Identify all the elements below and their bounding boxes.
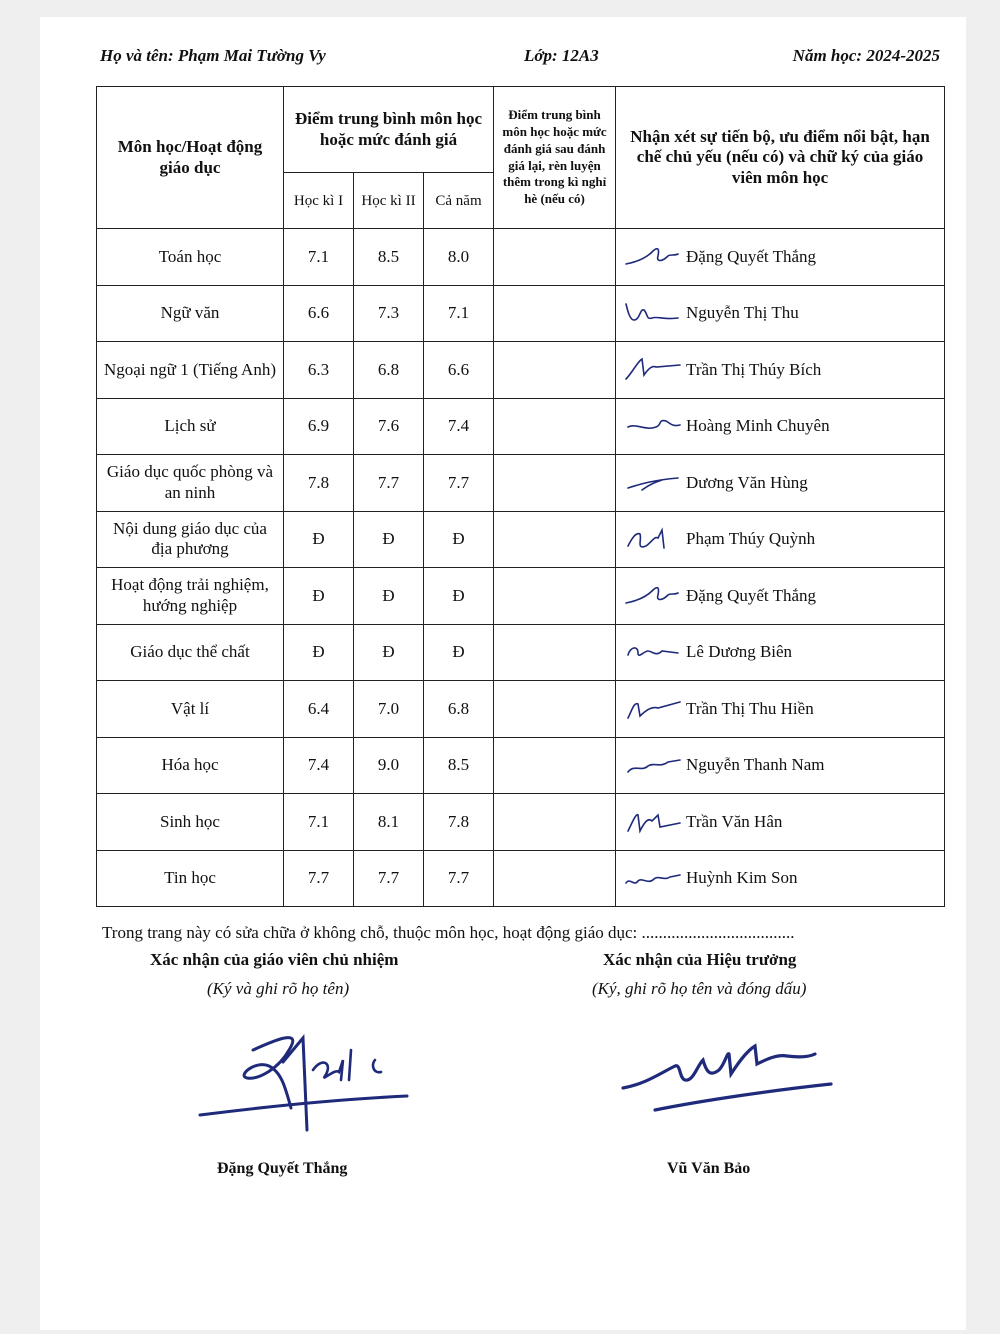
teacher-signature-icon bbox=[620, 524, 686, 554]
retest-column-header: Điểm trung bình môn học hoặc mức đánh giá sau đánh giá lại, rèn luyện thêm trong kì nghỉ hè (nếu có) bbox=[494, 87, 616, 229]
retest-score bbox=[494, 794, 616, 851]
table-row bbox=[97, 568, 945, 625]
full-year-score: 7.4 bbox=[424, 398, 494, 455]
semester-2-score: 7.7 bbox=[354, 850, 424, 907]
semester-1-header: Học kì I bbox=[284, 173, 354, 229]
subject-cell: Ngoại ngữ 1 (Tiếng Anh) bbox=[97, 342, 284, 399]
full-year-score: 8.5 bbox=[424, 737, 494, 794]
semester-2-score: Đ bbox=[354, 568, 424, 625]
retest-score bbox=[494, 681, 616, 738]
semester-1-score: 6.3 bbox=[284, 342, 354, 399]
semester-2-score: 8.5 bbox=[354, 229, 424, 286]
semester-2-score: Đ bbox=[354, 511, 424, 568]
comment-column-header: Nhận xét sự tiến bộ, ưu điểm nổi bật, hạn chế chủ yếu (nếu có) và chữ ký của giáo viên môn học bbox=[616, 87, 945, 229]
semester-2-score: 7.0 bbox=[354, 681, 424, 738]
table-row bbox=[97, 398, 945, 455]
full-year-score: 7.8 bbox=[424, 794, 494, 851]
semester-1-score: Đ bbox=[284, 568, 354, 625]
semester-1-score: 6.9 bbox=[284, 398, 354, 455]
teacher-name: Phạm Thúy Quỳnh bbox=[686, 529, 816, 549]
teacher-signature-cell bbox=[616, 398, 945, 455]
subject-cell: Nội dung giáo dục của địa phương bbox=[97, 511, 284, 568]
teacher-signature-cell bbox=[616, 568, 945, 625]
teacher-signature-cell bbox=[616, 794, 945, 851]
semester-1-score: Đ bbox=[284, 511, 354, 568]
semester-2-score: Đ bbox=[354, 624, 424, 681]
principal-confirm-title: Xác nhận của Hiệu trưởng bbox=[603, 950, 797, 969]
teacher-signature-icon bbox=[620, 298, 686, 328]
full-year-score: Đ bbox=[424, 511, 494, 568]
correction-note: Trong trang này có sửa chữa ở không chỗ, thuộc môn học, hoạt động giáo dục: .................................... bbox=[102, 923, 795, 942]
teacher-signature-cell bbox=[616, 285, 945, 342]
full-year-score: Đ bbox=[424, 624, 494, 681]
retest-score bbox=[494, 285, 616, 342]
school-year-label: Năm học: 2024-2025 bbox=[792, 46, 940, 65]
teacher-signature-cell bbox=[616, 455, 945, 512]
teacher-signature-icon bbox=[620, 694, 686, 724]
teacher-signature-icon bbox=[620, 468, 686, 498]
teacher-name: Huỳnh Kim Son bbox=[686, 868, 798, 888]
principal-signature-icon bbox=[615, 1030, 845, 1120]
teacher-name: Hoàng Minh Chuyên bbox=[686, 416, 830, 436]
teacher-signature-cell bbox=[616, 624, 945, 681]
full-year-score: 7.1 bbox=[424, 285, 494, 342]
semester-1-score: 6.4 bbox=[284, 681, 354, 738]
subject-cell: Toán học bbox=[97, 229, 284, 286]
teacher-name: Lê Dương Biên bbox=[686, 642, 793, 662]
subject-cell: Giáo dục quốc phòng và an ninh bbox=[97, 455, 284, 512]
subject-cell: Lịch sử bbox=[97, 398, 284, 455]
retest-score bbox=[494, 342, 616, 399]
homeroom-confirm-title: Xác nhận của giáo viên chủ nhiệm bbox=[150, 950, 399, 969]
student-name: Họ và tên: Phạm Mai Tường Vy bbox=[100, 46, 326, 65]
teacher-signature-icon bbox=[620, 807, 686, 837]
teacher-signature-cell bbox=[616, 737, 945, 794]
subject-cell: Tin học bbox=[97, 850, 284, 907]
teacher-signature-icon bbox=[620, 242, 686, 272]
table-row bbox=[97, 285, 945, 342]
grades-table-body bbox=[97, 229, 945, 907]
full-year-score: 6.8 bbox=[424, 681, 494, 738]
principal-confirm-subtitle: (Ký, ghi rõ họ tên và đóng dấu) bbox=[592, 979, 807, 998]
table-row bbox=[97, 455, 945, 512]
subject-cell: Sinh học bbox=[97, 794, 284, 851]
homeroom-teacher-name: Đặng Quyết Thắng bbox=[217, 1160, 348, 1177]
semester-2-score: 7.3 bbox=[354, 285, 424, 342]
table-row bbox=[97, 794, 945, 851]
subject-cell: Hóa học bbox=[97, 737, 284, 794]
semester-2-header: Học kì II bbox=[354, 173, 424, 229]
teacher-signature-icon bbox=[620, 750, 686, 780]
subject-cell: Giáo dục thể chất bbox=[97, 624, 284, 681]
teacher-signature-cell bbox=[616, 229, 945, 286]
subject-cell: Hoạt động trải nghiệm, hướng nghiệp bbox=[97, 568, 284, 625]
grades-table bbox=[96, 86, 945, 907]
teacher-signature-cell bbox=[616, 681, 945, 738]
retest-score bbox=[494, 455, 616, 512]
teacher-signature-cell bbox=[616, 511, 945, 568]
table-row bbox=[97, 229, 945, 286]
class-label: Lớp: 12A3 bbox=[524, 46, 599, 65]
table-row bbox=[97, 850, 945, 907]
semester-1-score: 7.1 bbox=[284, 794, 354, 851]
full-year-score: 6.6 bbox=[424, 342, 494, 399]
student-info-header bbox=[100, 46, 940, 70]
teacher-signature-cell bbox=[616, 850, 945, 907]
teacher-name: Trần Thị Thúy Bích bbox=[686, 359, 822, 379]
teacher-name: Đặng Quyết Thắng bbox=[686, 246, 817, 266]
table-row bbox=[97, 737, 945, 794]
retest-score bbox=[494, 398, 616, 455]
teacher-name: Dương Văn Hùng bbox=[686, 472, 808, 492]
retest-score bbox=[494, 850, 616, 907]
semester-1-score: 6.6 bbox=[284, 285, 354, 342]
semester-1-score: 7.8 bbox=[284, 455, 354, 512]
subject-cell: Vật lí bbox=[97, 681, 284, 738]
retest-score bbox=[494, 737, 616, 794]
homeroom-signature-icon bbox=[195, 1020, 415, 1140]
teacher-signature-icon bbox=[620, 581, 686, 611]
full-year-score: 7.7 bbox=[424, 455, 494, 512]
full-year-score: 8.0 bbox=[424, 229, 494, 286]
semester-1-score: Đ bbox=[284, 624, 354, 681]
teacher-name: Trần Thị Thu Hiền bbox=[686, 698, 814, 718]
table-row bbox=[97, 511, 945, 568]
semester-1-score: 7.4 bbox=[284, 737, 354, 794]
teacher-signature-icon bbox=[620, 355, 686, 385]
semester-2-score: 7.7 bbox=[354, 455, 424, 512]
teacher-name: Trần Văn Hân bbox=[686, 811, 783, 831]
full-year-header: Cả năm bbox=[424, 173, 494, 229]
average-column-header: Điểm trung bình môn học hoặc mức đánh giá bbox=[284, 87, 494, 173]
semester-2-score: 6.8 bbox=[354, 342, 424, 399]
table-header-row bbox=[97, 87, 945, 173]
table-row bbox=[97, 681, 945, 738]
semester-2-score: 9.0 bbox=[354, 737, 424, 794]
retest-score bbox=[494, 624, 616, 681]
teacher-name: Nguyễn Thị Thu bbox=[686, 303, 799, 323]
retest-score bbox=[494, 568, 616, 625]
teacher-name: Đặng Quyết Thắng bbox=[686, 585, 817, 605]
teacher-signature-icon bbox=[620, 411, 686, 441]
retest-score bbox=[494, 229, 616, 286]
full-year-score: 7.7 bbox=[424, 850, 494, 907]
subject-cell: Ngữ văn bbox=[97, 285, 284, 342]
principal-name: Vũ Văn Bảo bbox=[667, 1160, 751, 1177]
semester-2-score: 8.1 bbox=[354, 794, 424, 851]
teacher-signature-icon bbox=[620, 637, 686, 667]
table-row bbox=[97, 342, 945, 399]
full-year-score: Đ bbox=[424, 568, 494, 625]
table-row bbox=[97, 624, 945, 681]
homeroom-confirm-subtitle: (Ký và ghi rõ họ tên) bbox=[207, 979, 350, 998]
semester-1-score: 7.7 bbox=[284, 850, 354, 907]
teacher-signature-cell bbox=[616, 342, 945, 399]
teacher-signature-icon bbox=[620, 863, 686, 893]
semester-1-score: 7.1 bbox=[284, 229, 354, 286]
teacher-name: Nguyễn Thanh Nam bbox=[686, 755, 825, 775]
semester-2-score: 7.6 bbox=[354, 398, 424, 455]
retest-score bbox=[494, 511, 616, 568]
subject-column-header: Môn học/Hoạt động giáo dục bbox=[97, 87, 284, 229]
